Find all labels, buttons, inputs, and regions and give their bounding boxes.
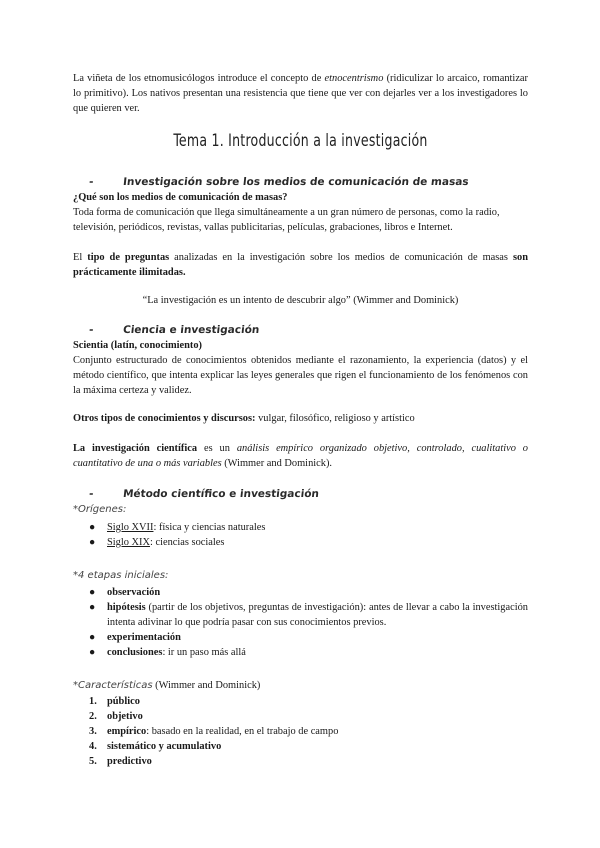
list-item: 1. público [89, 696, 140, 707]
question-medios: ¿Qué son los medios de comunicación de masas? [73, 192, 288, 203]
label-etapas: *4 etapas iniciales: [73, 570, 169, 581]
list-caracteristicas [73, 694, 528, 769]
list-item: 5. predictivo [89, 756, 152, 767]
list-item: 3. empírico: basado en la realidad, en el trabajo de campo [89, 726, 339, 737]
definition-ciencia: Conjunto estructurado de conocimientos obtenidos mediante el razonamiento, la experiencia (datos) y el método científico, que intenta explicar las leyes generales que rigen el funcionamiento de los fenómenos con la máxima certeza y validez. [73, 355, 528, 396]
quote-wimmer: “La investigación es un intento de descubrir algo” (Wimmer and Dominick) [142, 295, 459, 306]
list-item: ● observación [89, 587, 161, 598]
list-item: ● Siglo XIX: ciencias sociales [89, 537, 225, 548]
list-item: ● conclusiones: ir un paso más allá [89, 647, 246, 658]
paragraph-otros-tipos: Otros tipos de conocimientos y discursos: vulgar, filosófico, religioso y artístico [73, 413, 415, 424]
list-item: ● Siglo XVII: física y ciencias naturales [89, 522, 266, 533]
list-origenes [73, 520, 528, 550]
page-title: Tema 1. Introducción a la investigación [173, 131, 428, 151]
subheading-scientia: Scientia (latín, conocimiento) [73, 340, 203, 351]
section-heading-ciencia: - Ciencia e investigación [88, 324, 260, 336]
section-heading-metodo: - Método científico e investigación [88, 488, 320, 500]
section-heading-medios: - Investigación sobre los medios de comunicación de masas [88, 176, 470, 188]
list-item: 4. sistemático y acumulativo [89, 741, 222, 752]
paragraph-investigacion-cientifica: La investigación científica es un análisis empírico organizado objetivo, controlado, cualitativo o cuantitativo de una o más variables (Wimmer and Dominick). [73, 443, 528, 469]
answer-medios: Toda forma de comunicación que llega simultáneamente a un gran número de personas, como la radio, televisión, periódicos, revistas, vallas publicitarias, películas, grabaciones, libros e Internet. [73, 207, 500, 233]
label-caracteristicas: *Características (Wimmer and Dominick) [73, 680, 261, 691]
list-item: ● hipótesis (partir de los objetivos, preguntas de investigación): antes de llevar a cabo la investigación intenta adivinar lo que podría pasar con sus conocimientos previos. [89, 602, 528, 628]
list-etapas [73, 585, 528, 660]
list-item: 2. objetivo [89, 711, 143, 722]
intro-paragraph: La viñeta de los etnomusicólogos introduce el concepto de etnocentrismo (ridiculizar lo arcaico, romantizar lo primitivo). Los nativos presentan una resistencia que tiene que ver con dejarles ver a los investigadores lo que quieren ver. [73, 73, 528, 114]
paragraph-tipo-preguntas: El tipo de preguntas analizadas en la investigación sobre los medios de comunicación de masas son prácticamente ilimitadas. [73, 252, 528, 278]
label-origenes: *Orígenes: [73, 504, 127, 515]
list-item: ● experimentación [89, 632, 181, 643]
